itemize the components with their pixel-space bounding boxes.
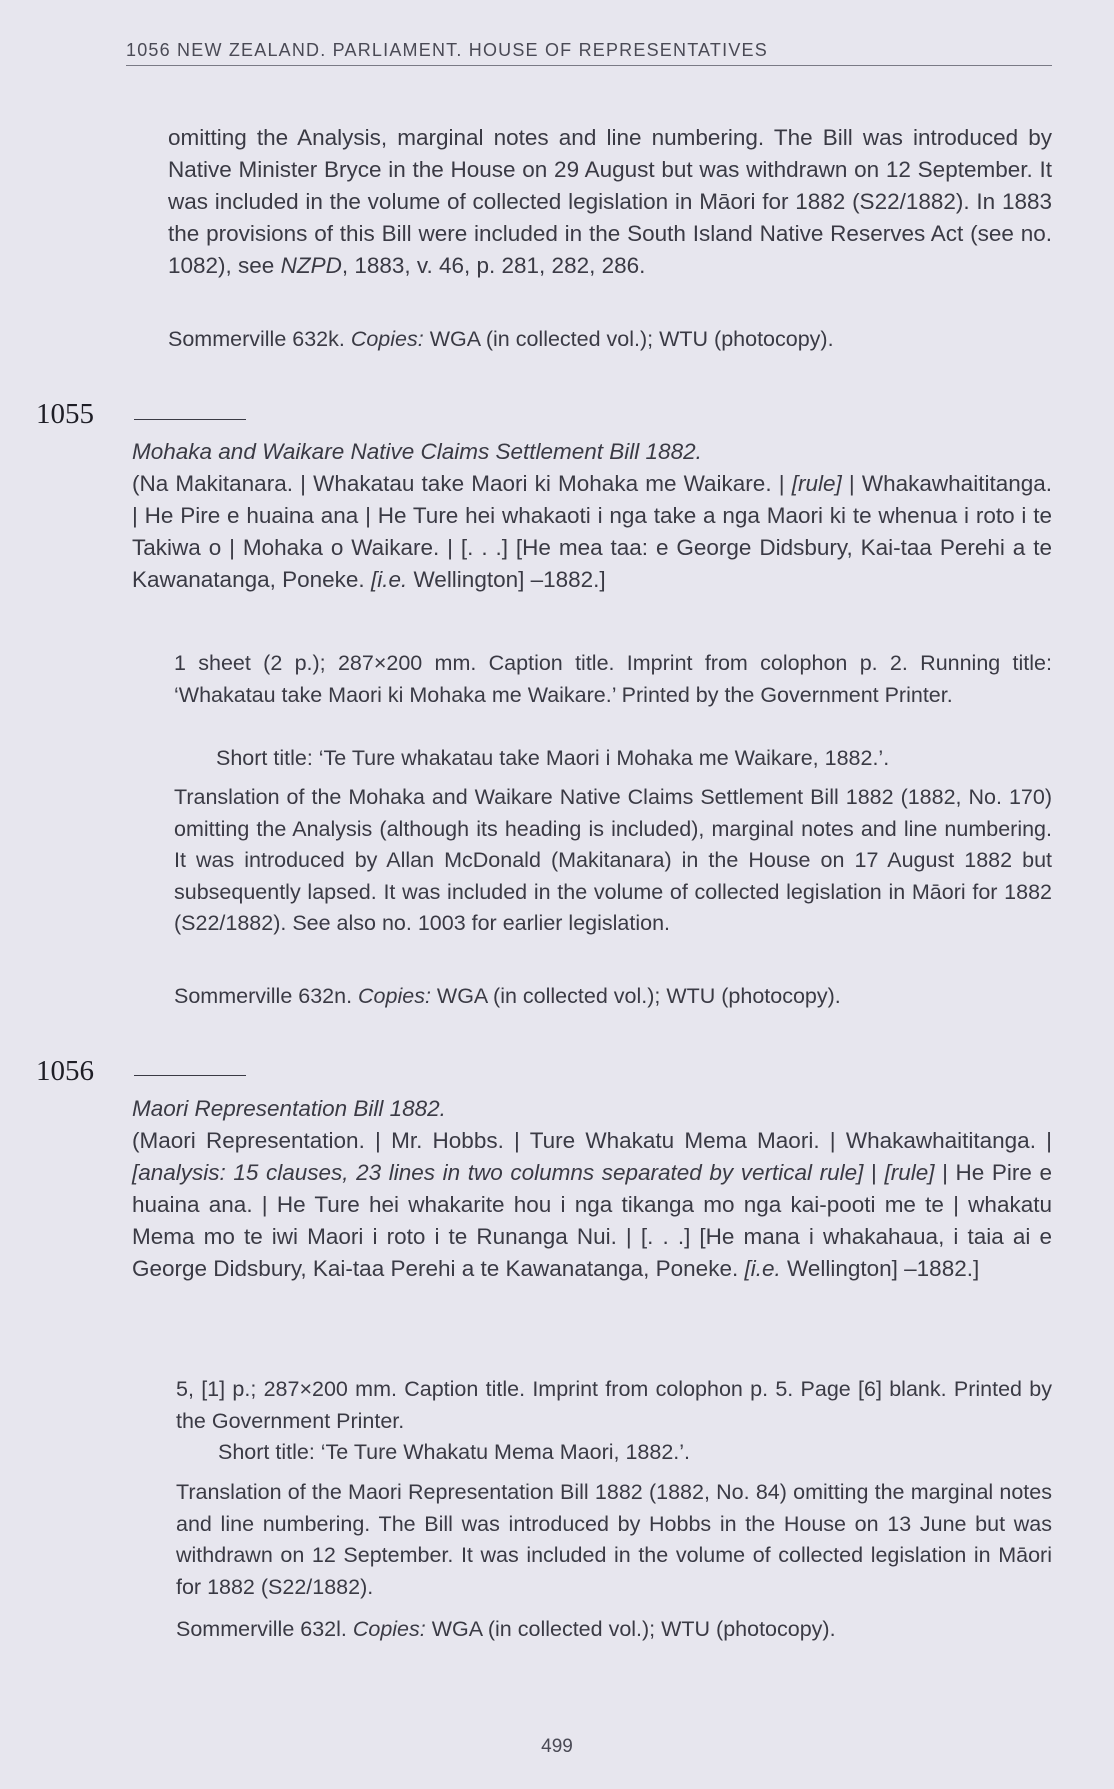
- rule-note: [rule]: [884, 1160, 935, 1185]
- entry-physical: 1 sheet (2 p.); 287×200 mm. Caption title. Imprint from colophon p. 2. Running title: ‘Whakatau take Maori ki Mohaka me Waikare.’ Printed by the Government Printer.: [174, 651, 1052, 707]
- entry-notes: Translation of the Maori Representation Bill 1882 (1882, No. 84) omitting the marginal notes and line numbering. The Bill was introduced by Hobbs in the House on 13 June but was withdrawn on 12 September. It was included in the volume of collected legislation in Māori for 1882 (S22/1882).: [176, 1480, 1052, 1599]
- entry-title: Maori Representation Bill 1882.: [132, 1096, 446, 1121]
- carryover-notes: [168, 122, 1052, 282]
- entry-notes: Translation of the Mohaka and Waikare Native Claims Settlement Bill 1882 (1882, No. 170) omitting the Analysis (although its heading is included), marginal notes and line numbering. It was introduced by Allan McDonald (Makitanara) in the House on 17 August 1882 but subsequently lapsed. It was included in the volume of collected legislation in Māori for 1882 (S22/1882). See also no. 1003 for earlier legislation.: [174, 785, 1052, 935]
- analysis-note: [analysis: 15 clauses, 23 lines in two columns separated by vertical rule]: [132, 1160, 864, 1185]
- ie-note: [i.e.: [370, 567, 408, 592]
- copies-label: Copies:: [358, 984, 431, 1008]
- copies-label: Copies:: [350, 327, 424, 351]
- entry-transcription-mid: |: [863, 1160, 885, 1185]
- entry-transcription-a: (Na Makitanara. | Whakatau take Maori ki Mohaka me Waikare. |: [132, 471, 792, 496]
- entry-transcription-b: | Whakawhaititanga. | He Pire e huaina ana | He Ture hei whakaoti i nga take a nga Maori ki te whenua i roto i te Takiwa o | Mohaka o Waikare. | [. . .] [He mea taa: e George Didsbury, Kai-taa Perehi a te Kawanatanga, Poneke.: [132, 471, 1052, 592]
- entry-copies: [174, 981, 1052, 1013]
- carryover-text-2: , 1883, v. 46, p. 281, 282, 286.: [341, 253, 646, 278]
- entry-number: 1055: [36, 398, 94, 430]
- rule-note: [rule]: [791, 471, 842, 496]
- carryover-text-1: omitting the Analysis, marginal notes and line numbering. The Bill was introduced by Native Minister Bryce in the House on 29 August but was withdrawn on 12 September. It was included in the volume of collected legislation in Māori for 1882 (S22/1882). In 1883 the provisions of this Bill were included in the South Island Native Reserves Act (see no. 1082), see: [168, 125, 1052, 278]
- entry-title-block: [132, 1093, 1052, 1285]
- sommerville-ref: Sommerville 632l.: [176, 1617, 353, 1641]
- entry-transcription-c: Wellington] –1882.]: [780, 1256, 980, 1281]
- copies-label: Copies:: [352, 1617, 426, 1641]
- entry-transcription-a: (Maori Representation. | Mr. Hobbs. | Ture Whakatu Mema Maori. | Whakawhaititanga. |: [132, 1128, 1052, 1153]
- copies-text: WGA (in collected vol.); WTU (photocopy).: [423, 327, 834, 351]
- entry-transcription-b: | He Pire e huaina ana. | He Ture hei whakarite hou i nga tikanga mo nga kai-pooti me te | whakatu Mema mo te iwi Maori i roto i te Runanga Nui. | [. . .] [He mana i whakahaua, i taia ai e George Didsbury, Kai-taa Perehi a te Kawanatanga, Poneke.: [132, 1160, 1053, 1281]
- entry-number: 1056: [36, 1055, 94, 1087]
- carryover-copies: [168, 324, 1052, 356]
- copies-text: WGA (in collected vol.); WTU (photocopy).: [430, 984, 841, 1008]
- copies-text: WGA (in collected vol.); WTU (photocopy).: [425, 1617, 836, 1641]
- entry-copies: [176, 1614, 1052, 1646]
- entry-physical: 5, [1] p.; 287×200 mm. Caption title. Imprint from colophon p. 5. Page [6] blank. Printed by the Government Printer.: [176, 1377, 1052, 1433]
- sommerville-ref: Sommerville 632n.: [174, 984, 359, 1008]
- page-number: 499: [541, 1736, 573, 1757]
- entry-transcription-c: Wellington] –1882.]: [407, 567, 606, 592]
- entry-rule: [134, 419, 246, 420]
- entry-title-block: [132, 436, 1052, 596]
- entry-short-title: Short title: ‘Te Ture Whakatu Mema Maori, 1882.’.: [218, 1440, 691, 1464]
- sommerville-ref: Sommerville 632k.: [168, 327, 351, 351]
- nzpd-abbr: NZPD: [280, 253, 342, 278]
- entry-rule: [134, 1075, 246, 1076]
- running-head: 1056 NEW ZEALAND. PARLIAMENT. HOUSE OF REPRESENTATIVES: [126, 40, 1052, 66]
- entry-short-title: Short title: ‘Te Ture whakatau take Maori i Mohaka me Waikare, 1882.’.: [216, 746, 890, 770]
- ie-note: [i.e.: [744, 1256, 781, 1281]
- entry-title: Mohaka and Waikare Native Claims Settlement Bill 1882.: [132, 439, 702, 464]
